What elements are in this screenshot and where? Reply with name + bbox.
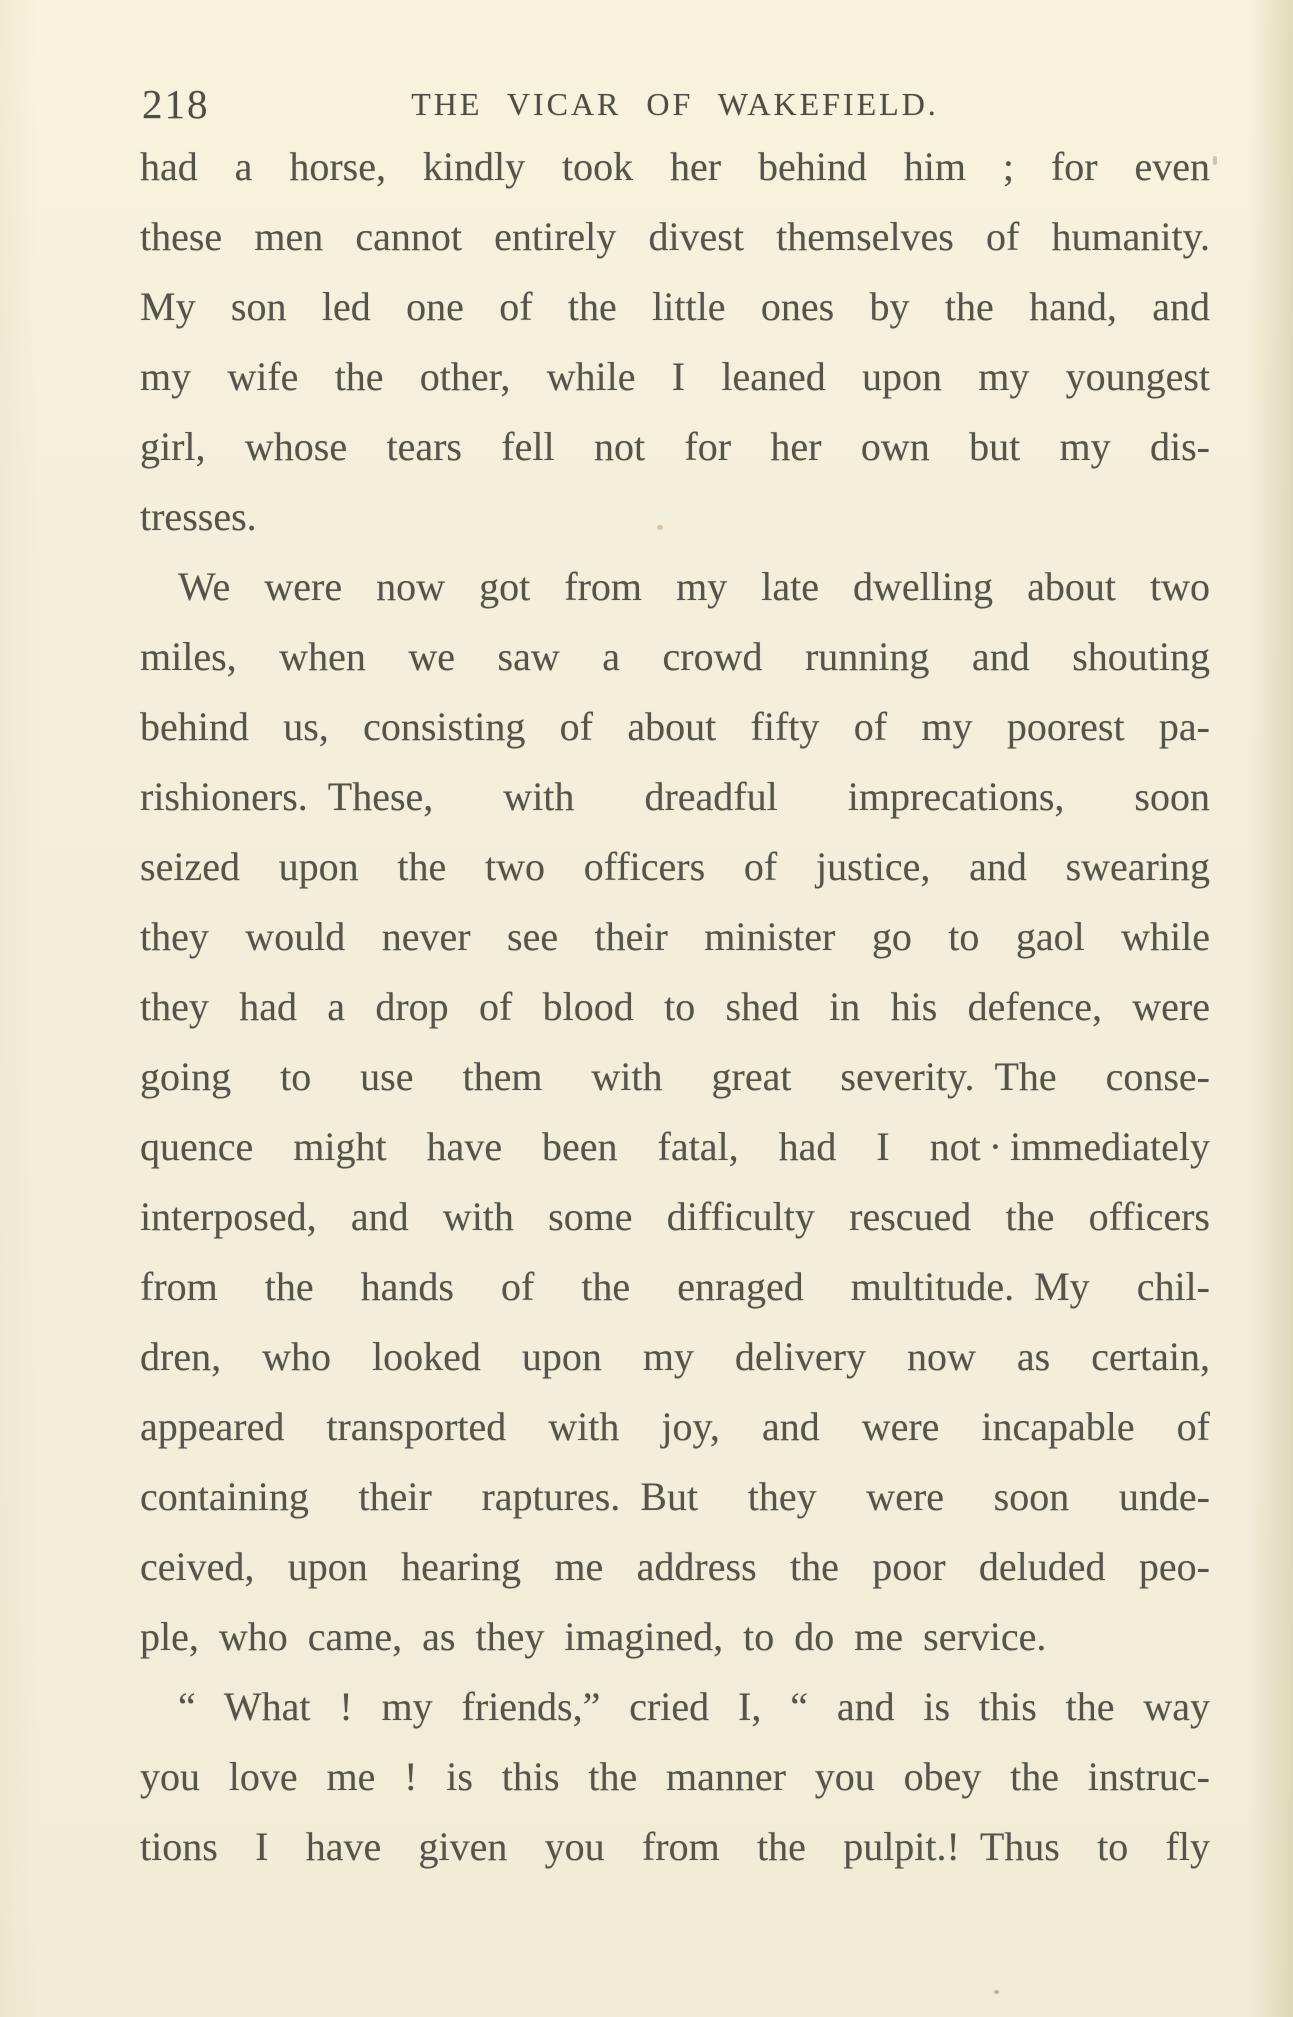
text-line: behind us, consisting of about fifty of my poorest pa-: [140, 704, 1210, 749]
text-line: “ What ! my friends,” cried I, “ and is this the way: [178, 1684, 1210, 1729]
text-line: girl, whose tears fell not for her own but my dis-: [140, 424, 1210, 469]
text-line: dren, who looked upon my delivery now as certain,: [140, 1334, 1210, 1379]
text-line: these men cannot entirely divest themselves of humanity.: [140, 214, 1210, 259]
text-line: interposed, and with some difficulty rescued the officers: [140, 1194, 1210, 1239]
text-line: from the hands of the enraged multitude. My chil-: [140, 1264, 1210, 1309]
text-line: seized upon the two officers of justice, and swearing: [140, 844, 1210, 889]
paper-speck: [657, 525, 663, 530]
page-number: 218: [142, 81, 210, 127]
text-line: they had a drop of blood to shed in his defence, were: [140, 984, 1210, 1029]
text-line: had a horse, kindly took her behind him ; for even: [140, 144, 1210, 189]
text-line: you love me ! is this the manner you obey the instruc-: [140, 1754, 1210, 1799]
text-line: ceived, upon hearing me address the poor deluded peo-: [140, 1544, 1210, 1589]
text-line: ple, who came, as they imagined, to do me service.: [140, 1614, 1047, 1659]
text-line: my wife the other, while I leaned upon my youngest: [140, 354, 1210, 399]
running-title: THE VICAR OF WAKEFIELD.: [411, 86, 939, 122]
text-line: quence might have been fatal, had I not · immediately: [140, 1124, 1210, 1169]
text-line: containing their raptures. But they were soon unde-: [140, 1474, 1210, 1519]
text-line: miles, when we saw a crowd running and shouting: [140, 634, 1210, 679]
page-body: [140, 132, 1210, 1882]
text-line: appeared transported with joy, and were incapable of: [140, 1404, 1210, 1449]
text-line: rishioners. These, with dreadful imprecations, soon: [140, 774, 1210, 819]
text-line: We were now got from my late dwelling about two: [178, 564, 1210, 609]
text-line: tresses.: [140, 494, 257, 539]
text-line: they would never see their minister go to gaol while: [140, 914, 1210, 959]
text-line: My son led one of the little ones by the hand, and: [140, 284, 1210, 329]
paper-speck: [1213, 156, 1217, 165]
paper-speck: [994, 1990, 999, 1994]
text-line: tions I have given you from the pulpit.! Thus to fly: [140, 1824, 1210, 1869]
text-line: going to use them with great severity. The conse-: [140, 1054, 1210, 1099]
